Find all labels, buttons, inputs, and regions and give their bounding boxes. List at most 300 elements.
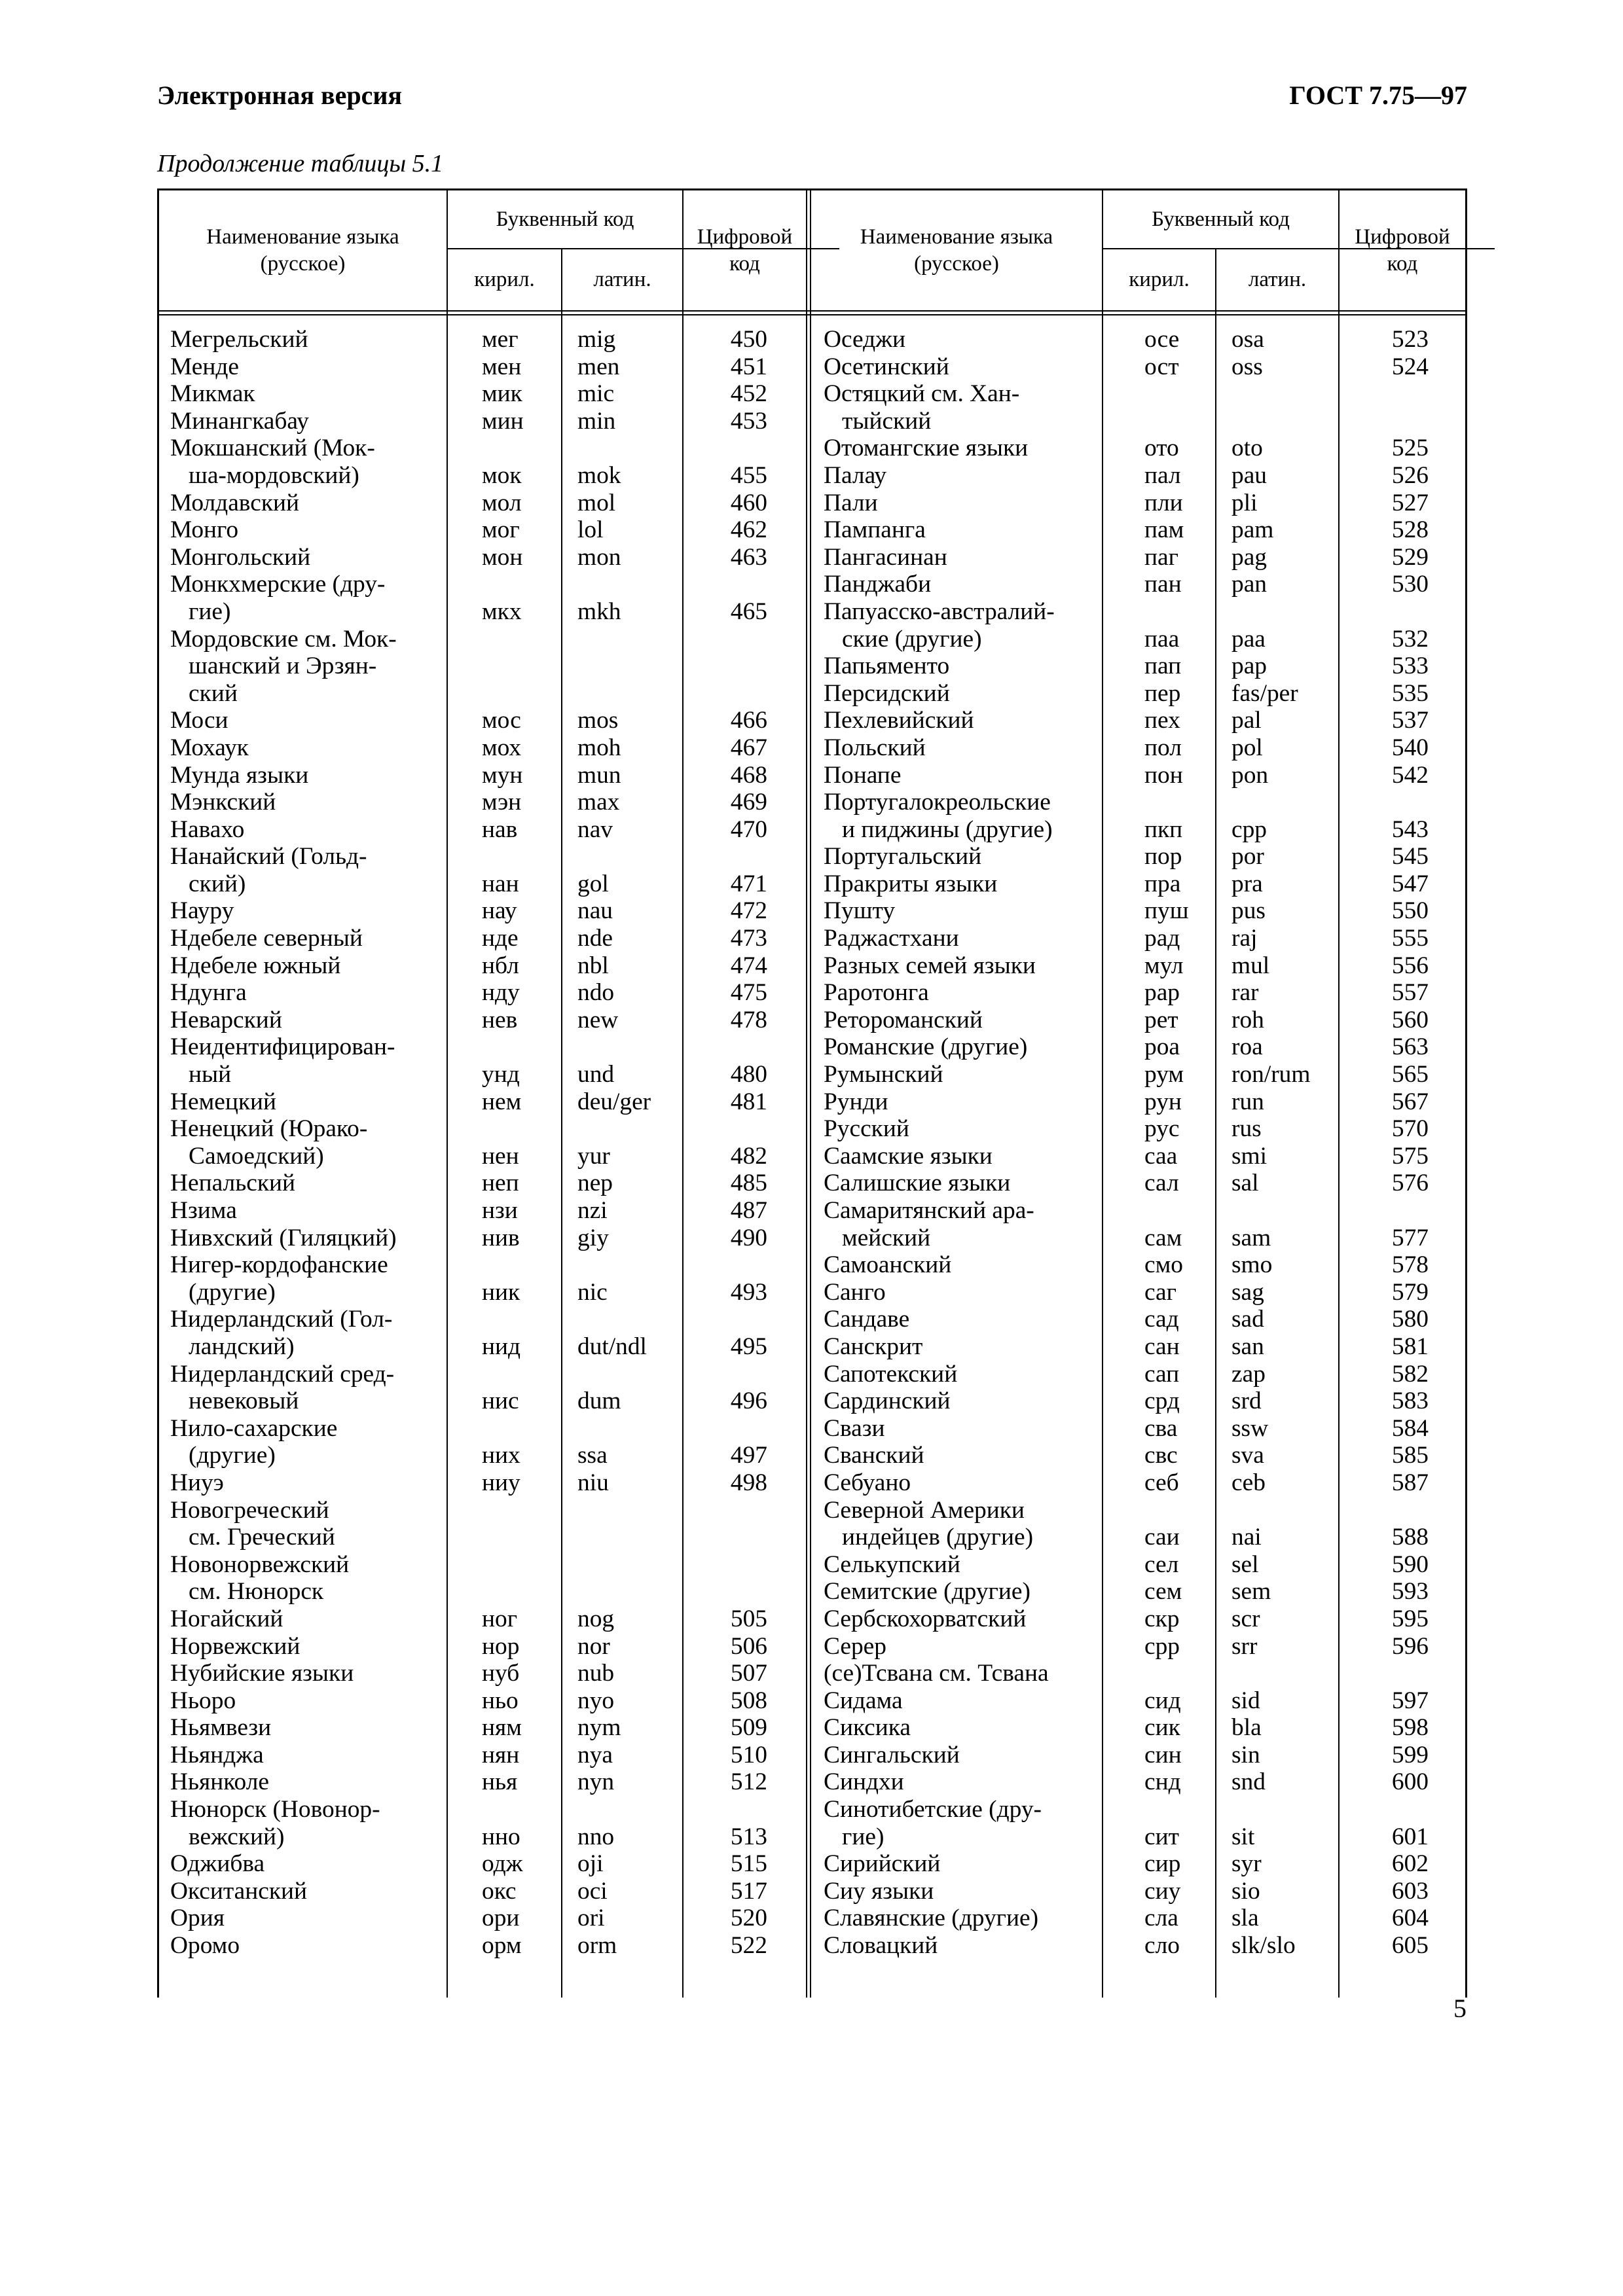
table-cell [1231,789,1336,816]
table-cell: мун [482,761,523,789]
table-cell: Нидерландский сред- [170,1360,395,1388]
table-cell: 577 [1391,1224,1429,1251]
table-cell: Сидама [824,1687,903,1714]
table-cell [577,680,681,708]
table-cell: sam [1231,1224,1271,1251]
table-cell: gol [577,870,609,897]
table-cell: 515 [730,1850,767,1878]
table-cell: 563 [1391,1033,1429,1061]
table-cell: Нубийские языки [170,1660,354,1687]
table-cell [577,1796,681,1823]
table-cell: сик [1144,1714,1180,1742]
table-cell [482,1415,560,1443]
table-cell: 450 [730,326,767,353]
table-cell: run [1231,1088,1264,1115]
table-cell: pau [1231,461,1267,489]
table-cell: Ньянджа [170,1741,264,1768]
table-cell: пол [1144,734,1182,761]
left-col-rule-2 [561,248,562,1998]
table-cell: Синотибетские (дру- [824,1796,1042,1823]
table-cell: Сингальский [824,1741,960,1768]
right-names-column [824,326,1101,1960]
table-cell: mol [577,489,616,516]
table-cell: mic [577,380,615,408]
table-cell: 542 [1391,761,1429,789]
table-cell: Пушту [824,897,896,925]
table-cell: 495 [730,1333,767,1360]
table-cell [577,1415,681,1443]
table-cell: 565 [1391,1061,1429,1088]
table-cell [482,626,560,653]
table-cell: 590 [1391,1551,1429,1578]
table-cell: неп [482,1170,519,1197]
table-cell: син [1144,1741,1182,1768]
table-cell: тыйский [824,407,932,435]
table-cell: мэн [482,789,522,816]
table-cell: 474 [730,952,767,979]
table-cell: 471 [730,870,767,897]
table-cell: 467 [730,734,767,761]
table-cell: Пангасинан [824,543,947,571]
table-cell: пап [1144,653,1182,680]
table-cell: мин [482,407,524,435]
table-cell [1340,789,1429,816]
table-cell: 579 [1391,1278,1429,1306]
table-cell: 524 [1391,353,1429,380]
table-cell: 560 [1391,1006,1429,1033]
table-cell: Сванский [824,1442,924,1469]
table-cell [684,435,767,462]
table-cell: пра [1144,870,1181,897]
header-rule-2 [157,314,1467,315]
table-cell: 506 [730,1632,767,1660]
table-cell: ори [482,1905,520,1932]
table-cell [1340,380,1429,408]
table-cell: nbl [577,952,609,979]
table-cell [684,1033,767,1061]
table-cell: 526 [1391,461,1429,489]
table-cell: Санго [824,1278,886,1306]
table-cell: 451 [730,353,767,380]
table-cell: rus [1231,1115,1262,1143]
table-cell [482,680,560,708]
table-cell: рар [1144,979,1180,1007]
table-cell: сан [1144,1333,1180,1360]
table-cell [684,1796,767,1823]
table-cell: паа [1144,625,1180,653]
table-cell: сад [1144,1306,1179,1333]
table-cell: пер [1144,679,1181,707]
table-cell: raj [1231,925,1258,952]
table-cell: мен [482,353,522,380]
table-cell: ceb [1231,1469,1266,1496]
table-cell: 550 [1391,897,1429,925]
table-cell: mos [577,707,619,734]
table-cell: pal [1231,707,1262,734]
table-cell: syr [1231,1850,1262,1878]
table-cell: Мохаук [170,734,249,761]
table-cell: снд [1144,1768,1181,1796]
table-cell [684,1497,767,1524]
table-cell: пли [1144,489,1183,516]
table-cell: Саамские языки [824,1142,993,1170]
table-cell: Португальский [824,843,982,870]
table-cell [577,1251,681,1279]
table-cell: нуб [482,1660,520,1687]
table-cell [1340,1796,1429,1823]
table-cell: Нанайский (Гольд- [170,843,367,870]
table-cell [482,1578,560,1605]
table-cell: nzi [577,1197,608,1224]
table-cell [1231,1796,1336,1823]
left-lat-column [577,326,681,1960]
table-cell: 578 [1391,1251,1429,1279]
table-cell: cpp [1231,816,1267,843]
table-cell: (другие) [170,1442,276,1469]
table-border-left [157,188,159,1998]
table-cell: Молдавский [170,489,300,516]
table-cell: Ниуэ [170,1469,224,1496]
table-cell: mig [577,326,616,353]
header-rule-1 [157,310,1467,312]
table-cell: nog [577,1605,615,1632]
table-cell [1144,1796,1214,1823]
table-cell: срд [1144,1388,1180,1415]
table-cell [1231,1197,1336,1225]
table-cell: пор [1144,843,1182,870]
table-cell: Ньоро [170,1687,236,1714]
table-cell: ландский) [170,1333,295,1360]
table-cell: нем [482,1088,522,1115]
table-cell: Пехлевийский [824,707,974,734]
table-cell: 555 [1391,925,1429,952]
table-cell: 575 [1391,1142,1429,1170]
table-cell: 512 [730,1768,767,1796]
table-cell [482,1796,560,1823]
table-cell: см. Греческий [170,1524,335,1551]
table-cell: Остяцкий см. Хан- [824,380,1020,408]
table-cell: 595 [1391,1605,1429,1632]
table-cell: пон [1144,761,1183,789]
table-cell: 498 [730,1469,767,1496]
table-cell: osa [1231,326,1264,353]
table-cell: sin [1231,1741,1260,1768]
language-codes-table [157,188,1467,1998]
table-cell: 485 [730,1170,767,1197]
table-cell: por [1231,843,1264,870]
table-cell: 478 [730,1006,767,1033]
table-cell: Монкхмерские (дру- [170,571,386,598]
table-cell: нан [482,870,519,897]
table-cell: pus [1231,897,1266,925]
table-cell: pra [1231,870,1263,897]
table-cell [577,1497,681,1524]
table-cell: 525 [1391,435,1429,462]
right-header-cyr: кирил. [1129,268,1190,291]
table-cell: Ндебеле северный [170,925,363,952]
table-cell: паг [1144,543,1178,571]
table-cell: гие) [824,1823,884,1850]
table-cell [482,1306,560,1333]
table-cell: pon [1231,761,1269,789]
table-cell: roh [1231,1006,1264,1033]
table-cell: nep [577,1170,613,1197]
table-cell: Самоедский) [170,1142,324,1170]
table-cell: nno [577,1823,615,1850]
table-cell [684,1306,767,1333]
table-cell: сид [1144,1687,1181,1714]
table-cell: 507 [730,1660,767,1687]
table-cell: Оджибва [170,1850,265,1878]
table-cell [684,1361,767,1388]
table-cell: Ндебеле южный [170,952,341,979]
table-cell [577,843,681,870]
table-cell: Ненецкий (Юрако- [170,1115,368,1143]
table-cell: ник [482,1278,520,1306]
table-cell: 513 [730,1823,767,1850]
table-cell: мок [482,461,522,489]
table-cell [577,1361,681,1388]
table-cell [684,1251,767,1279]
table-cell: Микмак [170,380,255,408]
table-cell: Сиксика [824,1714,911,1742]
table-cell: Сербскохорватский [824,1605,1027,1632]
table-cell: Салишские языки [824,1170,1011,1197]
table-cell: Оромо [170,1932,240,1960]
table-cell [577,571,681,598]
right-header-letter-code: Буквенный код [1152,207,1290,231]
table-cell: роа [1144,1033,1180,1061]
table-cell: Папуасско-австралий- [824,598,1055,625]
table-cell [684,843,767,870]
table-cell [1144,1660,1214,1687]
table-cell: ням [482,1714,522,1742]
table-cell: fas/per [1231,679,1298,707]
table-cell: ori [577,1905,605,1932]
table-cell: 535 [1391,679,1429,707]
table-cell [482,1251,560,1279]
table-cell: Науру [170,897,234,925]
table-cell: 527 [1391,489,1429,516]
table-cell: sio [1231,1877,1260,1905]
table-cell: одж [482,1850,523,1878]
table-cell: 493 [730,1278,767,1306]
left-header-letter-code: Буквенный код [496,207,634,231]
table-cell [1144,1497,1214,1524]
table-cell: paa [1231,625,1266,653]
table-cell: свс [1144,1442,1178,1469]
table-cell: 596 [1391,1632,1429,1660]
table-cell: невековый [170,1388,299,1415]
table-cell: Санскрит [824,1333,923,1360]
table-cell: Ретороманский [824,1006,983,1033]
table-cell: 597 [1391,1687,1429,1714]
table-caption: Продолжение таблицы 5.1 [157,150,444,177]
table-cell [684,1578,767,1605]
table-cell: сиу [1144,1877,1181,1905]
table-cell [1144,380,1214,408]
table-cell: Минангкабау [170,407,309,435]
right-digital-column [1340,326,1429,1960]
table-cell: 455 [730,461,767,489]
table-cell [482,653,560,680]
table-cell [1340,408,1429,435]
table-cell: пех [1144,707,1180,734]
table-cell: nym [577,1714,621,1742]
table-cell: рун [1144,1088,1182,1115]
table-cell: 463 [730,543,767,571]
table-cell: mul [1231,952,1270,979]
table-cell [684,571,767,598]
table-cell: Менде [170,353,239,380]
table-cell: саг [1144,1278,1176,1306]
table-cell [482,1115,560,1143]
table-cell: 576 [1391,1170,1429,1197]
table-cell [684,626,767,653]
table-cell [482,1033,560,1061]
table-cell [482,1524,560,1551]
table-cell: 497 [730,1442,767,1469]
table-cell: sit [1231,1823,1255,1850]
table-cell: мол [482,489,522,516]
table-cell: 520 [730,1905,767,1932]
table-cell: Нигер-кордофанские [170,1251,388,1279]
table-cell: oci [577,1877,608,1905]
table-cell: сел [1144,1551,1179,1578]
table-cell [684,1524,767,1551]
table-cell: саи [1144,1524,1180,1551]
table-cell: нду [482,979,520,1007]
table-cell: сва [1144,1414,1178,1442]
table-cell: men [577,353,620,380]
table-cell: орм [482,1932,522,1960]
table-cell [577,653,681,680]
table-cell [1340,1497,1429,1524]
table-cell: Персидский [824,679,950,707]
table-cell: 496 [730,1388,767,1415]
table-cell: 540 [1391,734,1429,761]
table-cell: sad [1231,1306,1264,1333]
table-cell: Славянские (другие) [824,1905,1039,1932]
right-col-rule-1 [1102,188,1103,1998]
table-cell: окс [482,1877,517,1905]
table-cell: 532 [1391,625,1429,653]
table-cell: 530 [1391,571,1429,598]
table-cell: Панджаби [824,571,932,598]
table-cell: nya [577,1741,613,1768]
table-cell: smi [1231,1142,1267,1170]
table-cell: 481 [730,1088,767,1115]
table-cell: нен [482,1142,519,1170]
table-cell: 567 [1391,1088,1429,1115]
table-cell [1231,408,1336,435]
table-cell: Рунди [824,1088,888,1115]
table-cell: них [482,1442,520,1469]
table-cell: мох [482,734,522,761]
table-cell [482,435,560,462]
table-cell: срр [1144,1632,1180,1660]
table-cell: Сирийский [824,1850,941,1878]
table-cell: snd [1231,1768,1266,1796]
table-cell: нде [482,925,519,952]
table-cell: und [577,1061,615,1088]
table-cell: Раротонга [824,979,929,1007]
table-cell [684,680,767,708]
table-cell: нян [482,1741,520,1768]
table-cell: pan [1231,571,1267,598]
table-cell [1144,598,1214,626]
table-cell: 585 [1391,1442,1429,1469]
table-cell: Нило-сахарские [170,1414,338,1442]
table-cell: 604 [1391,1905,1429,1932]
table-cell: dut/ndl [577,1333,647,1360]
table-cell: scr [1231,1605,1260,1632]
table-cell: Мегрельский [170,326,308,353]
table-cell: oto [1231,435,1263,462]
table-cell: Семитские (другие) [824,1578,1030,1605]
table-cell [482,1551,560,1579]
table-cell: 472 [730,897,767,925]
table-cell: ный [170,1061,232,1088]
table-cell: slk/slo [1231,1932,1296,1960]
table-cell: Ногайский [170,1605,283,1632]
table-cell: 587 [1391,1469,1429,1496]
table-cell: sem [1231,1578,1271,1605]
table-cell: Себуано [824,1469,911,1496]
table-cell [577,435,681,462]
table-cell: пан [1144,571,1182,598]
table-cell: шанский и Эрзян- [170,653,377,680]
table-cell: Окситанский [170,1877,308,1905]
table-cell: нау [482,897,517,925]
table-cell: min [577,407,616,435]
table-cell: nyn [577,1768,615,1796]
table-cell [577,626,681,653]
table-cell: 582 [1391,1360,1429,1388]
table-cell: Португалокреольские [824,789,1051,816]
table-cell: smo [1231,1251,1273,1279]
table-cell: Мордовские см. Мок- [170,625,397,653]
table-cell: нья [482,1768,518,1796]
table-cell: сла [1144,1905,1178,1932]
table-cell: сап [1144,1360,1180,1388]
table-cell: Оседжи [824,326,906,353]
table-cell: Понапе [824,761,902,789]
table-cell: скр [1144,1605,1180,1632]
left-col-rule-1 [447,188,448,1998]
table-cell [482,1361,560,1388]
table-cell: Неварский [170,1006,282,1033]
table-cell: Папьяменто [824,653,950,680]
table-cell: ские (другие) [824,625,982,653]
table-cell: нис [482,1388,519,1415]
table-cell: nde [577,925,613,952]
table-cell: гие) [170,598,231,625]
table-cell: yur [577,1142,610,1170]
table-border-right [1465,188,1467,1998]
table-cell: mun [577,761,621,789]
table-cell: 581 [1391,1333,1429,1360]
table-cell: рум [1144,1061,1184,1088]
table-cell: (се)Тсвана см. Тсвана [824,1660,1049,1687]
table-cell: 547 [1391,870,1429,897]
table-cell: 470 [730,816,767,843]
table-cell: 473 [730,925,767,952]
right-header-lat: латин. [1248,268,1307,291]
table-cell: нев [482,1006,518,1033]
table-cell: Палау [824,461,886,489]
table-cell: мейский [824,1224,931,1251]
